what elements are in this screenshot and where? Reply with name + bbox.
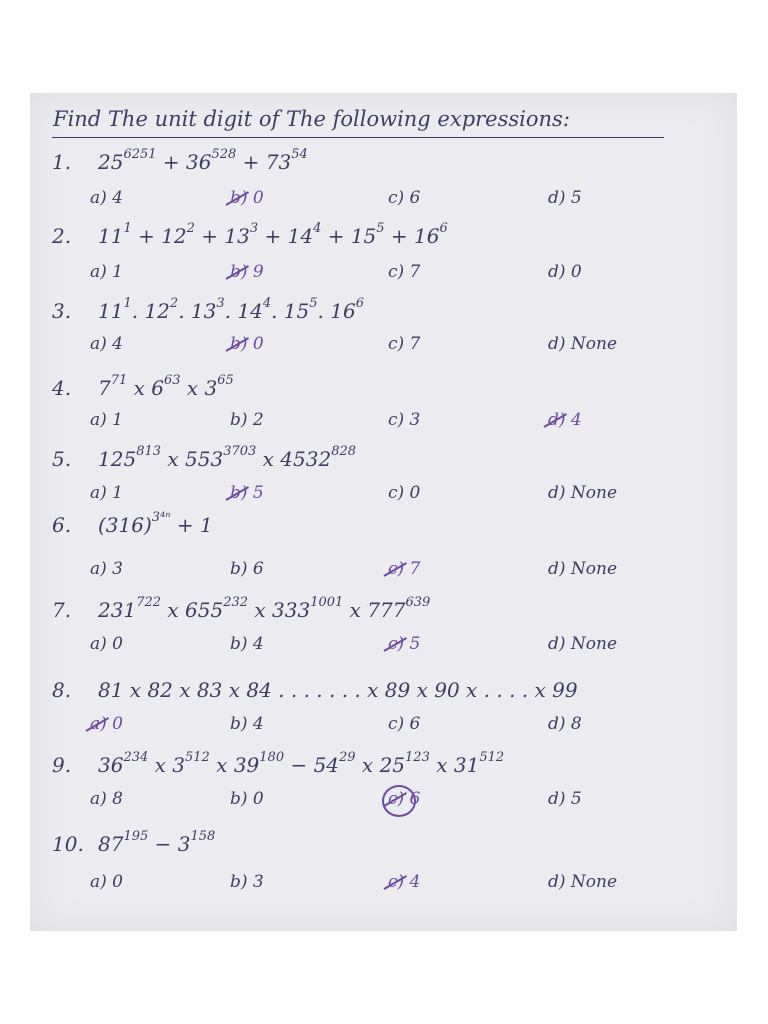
expression-term: + 1: [170, 513, 213, 537]
question-expression: [98, 443, 357, 471]
exponent: 6: [355, 295, 364, 311]
exponent: 512: [479, 749, 505, 765]
option-d[interactable]: d) 5: [548, 188, 582, 208]
exponent: 234: [123, 749, 149, 765]
option-c[interactable]: c) 6: [388, 188, 421, 208]
expression-term: . 16: [317, 299, 356, 323]
question-expression: [98, 146, 308, 174]
question-expression: [98, 749, 505, 777]
option-a[interactable]: a) 0: [90, 634, 123, 654]
question-number: 4.: [52, 376, 72, 400]
option-b[interactable]: b) 0: [230, 334, 264, 354]
option-a[interactable]: a) 8: [90, 789, 123, 809]
exponent: 5: [309, 295, 318, 311]
expression-term: x 31: [429, 753, 480, 777]
question-number: 9.: [52, 753, 72, 777]
option-d[interactable]: d) None: [548, 872, 618, 892]
answer-circle-mark: [382, 785, 416, 817]
option-c[interactable]: c) 0: [388, 483, 421, 503]
question-expression: [98, 828, 216, 856]
expression-term: + 16: [384, 224, 440, 248]
option-a[interactable]: a) 4: [90, 334, 123, 354]
expression-term: x 655: [161, 598, 224, 622]
expression-term: . 15: [271, 299, 310, 323]
exponent: 1001: [310, 594, 344, 610]
exponent: 195: [123, 828, 149, 844]
question-number: 1.: [52, 150, 72, 174]
exponent: 4: [262, 295, 272, 311]
question-expression: [98, 295, 364, 323]
question-expression: [98, 678, 578, 702]
expression-term: x 6: [127, 376, 164, 400]
question-number: 3.: [52, 299, 72, 323]
exponent: 813: [136, 443, 162, 459]
worksheet-paper: [30, 93, 737, 931]
expression-term: + 73: [236, 150, 292, 174]
question-expression: [98, 509, 213, 537]
exponent: 828: [331, 443, 357, 459]
option-d[interactable]: d) None: [548, 559, 618, 579]
option-d[interactable]: d) None: [548, 634, 618, 654]
exponent: 639: [405, 594, 431, 610]
exponent: 180: [259, 749, 285, 765]
exponent: 1: [123, 220, 132, 236]
expression-term: x 553: [161, 447, 224, 471]
option-d[interactable]: d) 5: [548, 789, 582, 809]
expression-term: 125: [98, 447, 137, 471]
expression-term: 7: [98, 376, 111, 400]
option-a[interactable]: a) 1: [90, 483, 123, 503]
option-b[interactable]: b) 9: [230, 262, 264, 282]
option-c[interactable]: c) 7: [388, 262, 421, 282]
question-number: 7.: [52, 598, 72, 622]
exponent: 158: [190, 828, 216, 844]
option-c[interactable]: c) 7: [388, 559, 421, 579]
exponent: 3: [249, 220, 259, 236]
expression-term: . 12: [131, 299, 170, 323]
expression-term: 36: [98, 753, 124, 777]
exponent: 528: [211, 146, 237, 162]
question-number: 5.: [52, 447, 72, 471]
option-c[interactable]: c) 4: [388, 872, 421, 892]
expression-term: (316): [98, 513, 152, 537]
exponent: 65: [217, 372, 234, 388]
question-number: 6.: [52, 513, 72, 537]
exponent: 4: [313, 220, 322, 236]
expression-term: 25: [98, 150, 124, 174]
exponent: 722: [136, 594, 162, 610]
exponent: 63: [164, 372, 181, 388]
expression-term: x 25: [355, 753, 406, 777]
exponent: 71: [110, 372, 128, 388]
option-c[interactable]: c) 6: [388, 789, 421, 809]
expression-term: − 3: [148, 832, 191, 856]
option-d[interactable]: d) 4: [548, 410, 582, 430]
expression-term: 11: [98, 224, 124, 248]
expression-term: x 39: [209, 753, 260, 777]
option-a[interactable]: a) 4: [90, 188, 123, 208]
exponent: 123: [405, 749, 430, 765]
question-expression: [98, 594, 431, 622]
option-a[interactable]: a) 3: [90, 559, 123, 579]
expression-term: x 3: [148, 753, 185, 777]
option-d[interactable]: d) 8: [548, 714, 582, 734]
exponent: 5: [376, 220, 385, 236]
option-b[interactable]: b) 6: [230, 559, 264, 579]
exponent: 2: [186, 220, 195, 236]
expression-term: 11: [98, 299, 124, 323]
option-c[interactable]: c) 6: [388, 714, 421, 734]
expression-term: 231: [98, 598, 137, 622]
expression-term: − 54: [284, 753, 340, 777]
option-a[interactable]: a) 0: [90, 714, 123, 734]
option-d[interactable]: d) None: [548, 483, 618, 503]
exponent: 54: [291, 146, 308, 162]
exponent: 2: [169, 295, 179, 311]
expression-term: + 13: [194, 224, 250, 248]
expression-term: x 4532: [256, 447, 332, 471]
expression-term: x 333: [248, 598, 311, 622]
option-b[interactable]: b) 0: [230, 188, 264, 208]
exponent: 3⁴ⁿ: [151, 509, 171, 525]
exponent: 29: [339, 749, 356, 765]
exponent: 6: [439, 220, 448, 236]
option-a[interactable]: a) 1: [90, 262, 123, 282]
expression-term: + 15: [321, 224, 377, 248]
option-b[interactable]: b) 0: [230, 789, 264, 809]
option-c[interactable]: c) 7: [388, 334, 421, 354]
exponent: 6251: [123, 146, 157, 162]
question-number: 10.: [52, 832, 84, 856]
question-number: 8.: [52, 678, 72, 702]
option-c[interactable]: c) 5: [388, 634, 421, 654]
expression-term: . 13: [178, 299, 217, 323]
exponent: 232: [223, 594, 249, 610]
expression-term: x 777: [343, 598, 406, 622]
expression-term: 87: [98, 832, 124, 856]
option-b[interactable]: b) 5: [230, 483, 264, 503]
question-expression: [98, 220, 448, 248]
title-underline: [52, 137, 664, 138]
question-expression: [98, 372, 234, 400]
worksheet-title: Find The unit digit of The following expressions:: [53, 107, 570, 131]
option-b[interactable]: b) 2: [230, 410, 264, 430]
exponent: 3703: [223, 443, 257, 459]
expression-term: x 3: [180, 376, 218, 400]
option-d[interactable]: d) None: [548, 334, 618, 354]
expression-term: + 14: [258, 224, 314, 248]
expression-term: + 12: [131, 224, 187, 248]
option-d[interactable]: d) 0: [548, 262, 582, 282]
option-b[interactable]: b) 3: [230, 872, 264, 892]
exponent: 1: [123, 295, 132, 311]
option-a[interactable]: a) 0: [90, 872, 123, 892]
exponent: 3: [216, 295, 225, 311]
expression-term: . 14: [224, 299, 263, 323]
exponent: 512: [185, 749, 210, 765]
question-number: 2.: [52, 224, 72, 248]
expression-term: 81 x 82 x 83 x 84 . . . . . . . x 89 x 90 x . . . . x 99: [98, 678, 578, 702]
expression-term: + 36: [156, 150, 212, 174]
option-a[interactable]: a) 1: [90, 410, 123, 430]
option-c[interactable]: c) 3: [388, 410, 421, 430]
option-b[interactable]: b) 4: [230, 714, 264, 734]
option-b[interactable]: b) 4: [230, 634, 264, 654]
